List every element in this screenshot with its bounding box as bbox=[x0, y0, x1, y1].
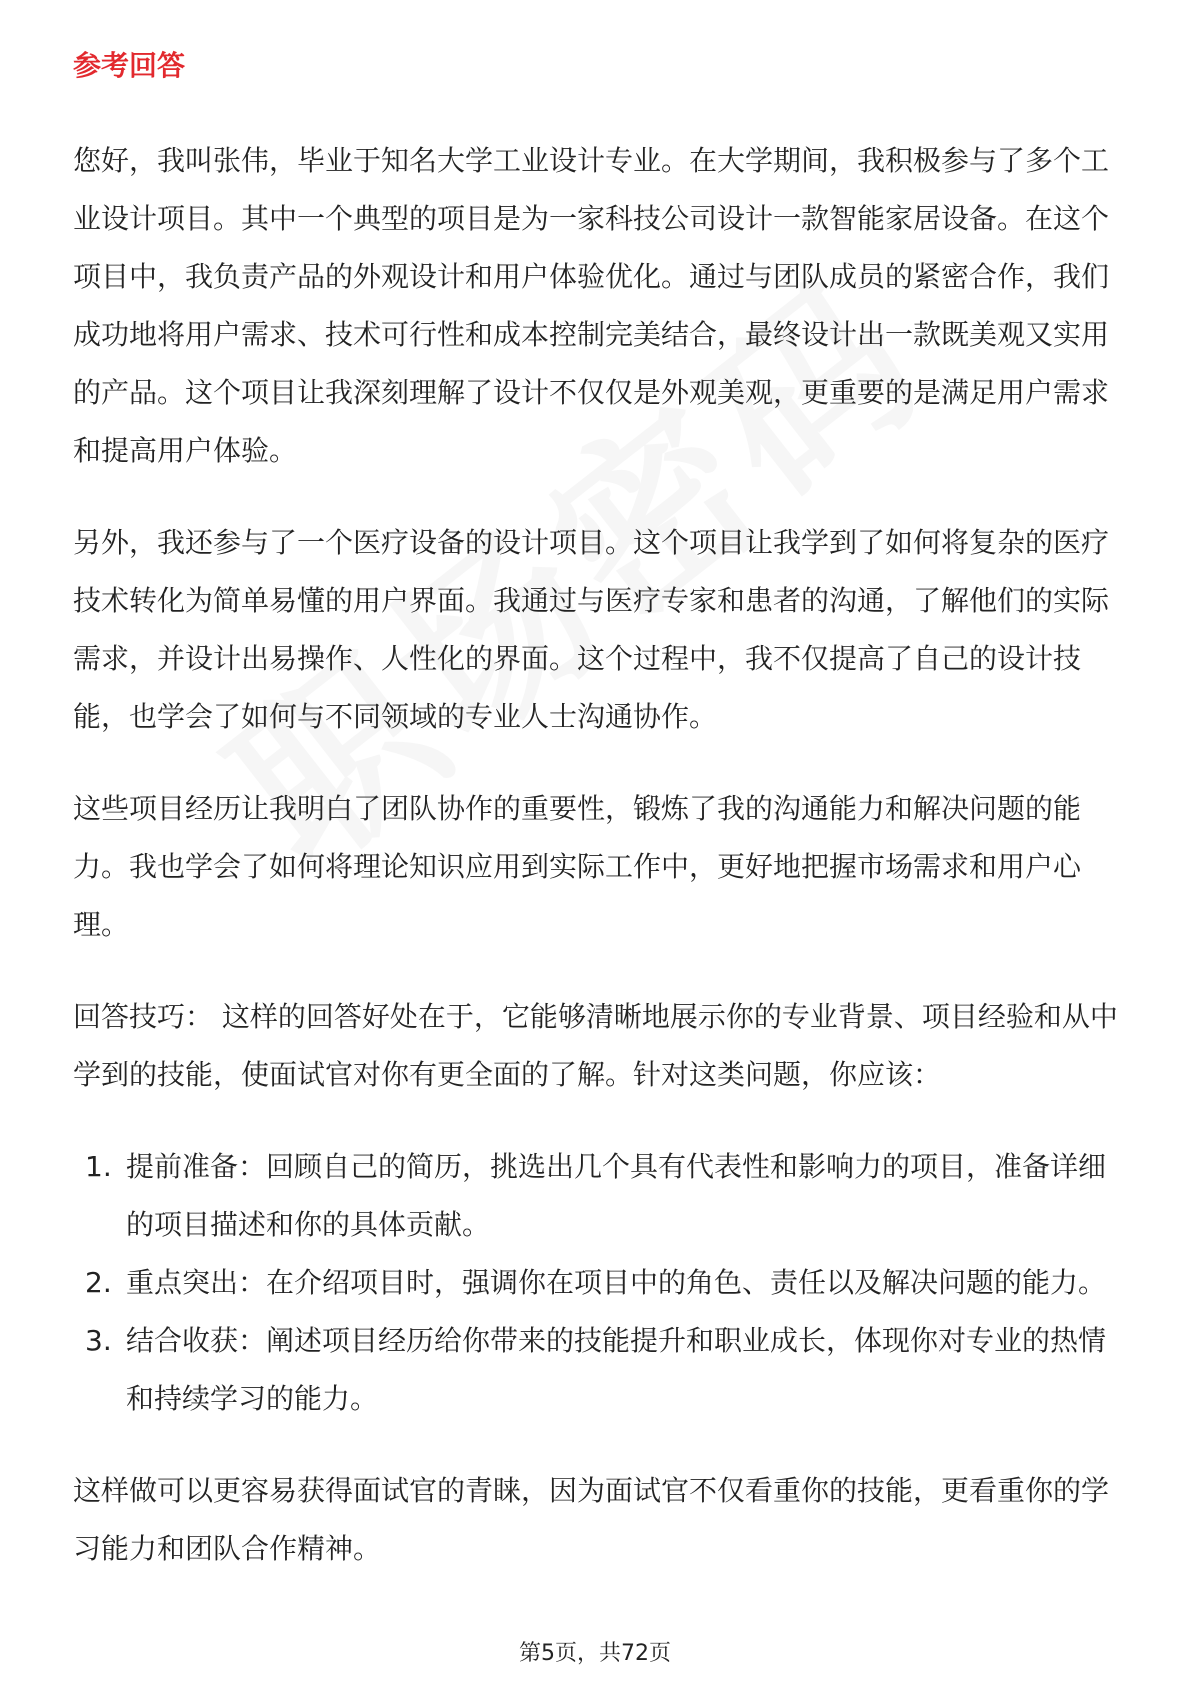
paragraph-intro: 您好，我叫张伟，毕业于知名大学工业设计专业。在大学期间，我积极参与了多个工业设计项目。其中一个典型的项目是为一家科技公司设计一款智能家居设备。在这个项目中，我负责产品的外观设计和用户体验优化。通过与团队成员的紧密合作，我们成功地将用户需求、技术可行性和成本控制完美结合，最终设计出一款既美观又实用的产品。这个项目让我深刻理解了设计不仅仅是外观美观，更重要的是满足用户需求和提高用户体验。 bbox=[73, 144, 1110, 467]
list-item-number: 1. bbox=[85, 1150, 112, 1183]
paragraph-medical-project: 另外，我还参与了一个医疗设备的设计项目。这个项目让我学到了如何将复杂的医疗技术转化为简单易懂的用户界面。我通过与医疗专家和患者的沟通，了解他们的实际需求，并设计出易操作、人性化的界面。这个过程中，我不仅提高了自己的设计技能，也学会了如何与不同领域的专业人士沟通协作。 bbox=[73, 526, 1110, 733]
list-item-text: 提前准备：回顾自己的简历，挑选出几个具有代表性和影响力的项目，准备详细的项目描述和你的具体贡献。 bbox=[126, 1150, 1107, 1241]
tips-list bbox=[73, 1138, 1123, 1428]
section-title: 参考回答 bbox=[73, 49, 186, 82]
list-item-number: 2. bbox=[85, 1266, 112, 1299]
list-item-number: 3. bbox=[85, 1324, 112, 1357]
paragraph-lessons: 这些项目经历让我明白了团队协作的重要性，锻炼了我的沟通能力和解决问题的能力。我也学会了如何将理论知识应用到实际工作中，更好地把握市场需求和用户心理。 bbox=[73, 792, 1082, 941]
paragraph-closing: 这样做可以更容易获得面试官的青睐，因为面试官不仅看重你的技能，更看重你的学习能力和团队合作精神。 bbox=[73, 1474, 1110, 1565]
list-item-text: 结合收获：阐述项目经历给你带来的技能提升和职业成长，体现你对专业的热情和持续学习的能力。 bbox=[126, 1324, 1107, 1415]
list-item bbox=[73, 1138, 1123, 1254]
list-item-text: 重点突出：在介绍项目时，强调你在项目中的角色、责任以及解决问题的能力。 bbox=[126, 1266, 1107, 1299]
document-body bbox=[73, 46, 1123, 1578]
list-item bbox=[73, 1312, 1123, 1428]
list-item bbox=[73, 1254, 1123, 1312]
paragraph-tips-intro: 回答技巧： 这样的回答好处在于，它能够清晰地展示你的专业背景、项目经验和从中学到的技能，使面试官对你有更全面的了解。针对这类问题，你应该： bbox=[73, 1000, 1118, 1091]
page-number-footer: 第5页，共72页 bbox=[519, 1641, 671, 1666]
